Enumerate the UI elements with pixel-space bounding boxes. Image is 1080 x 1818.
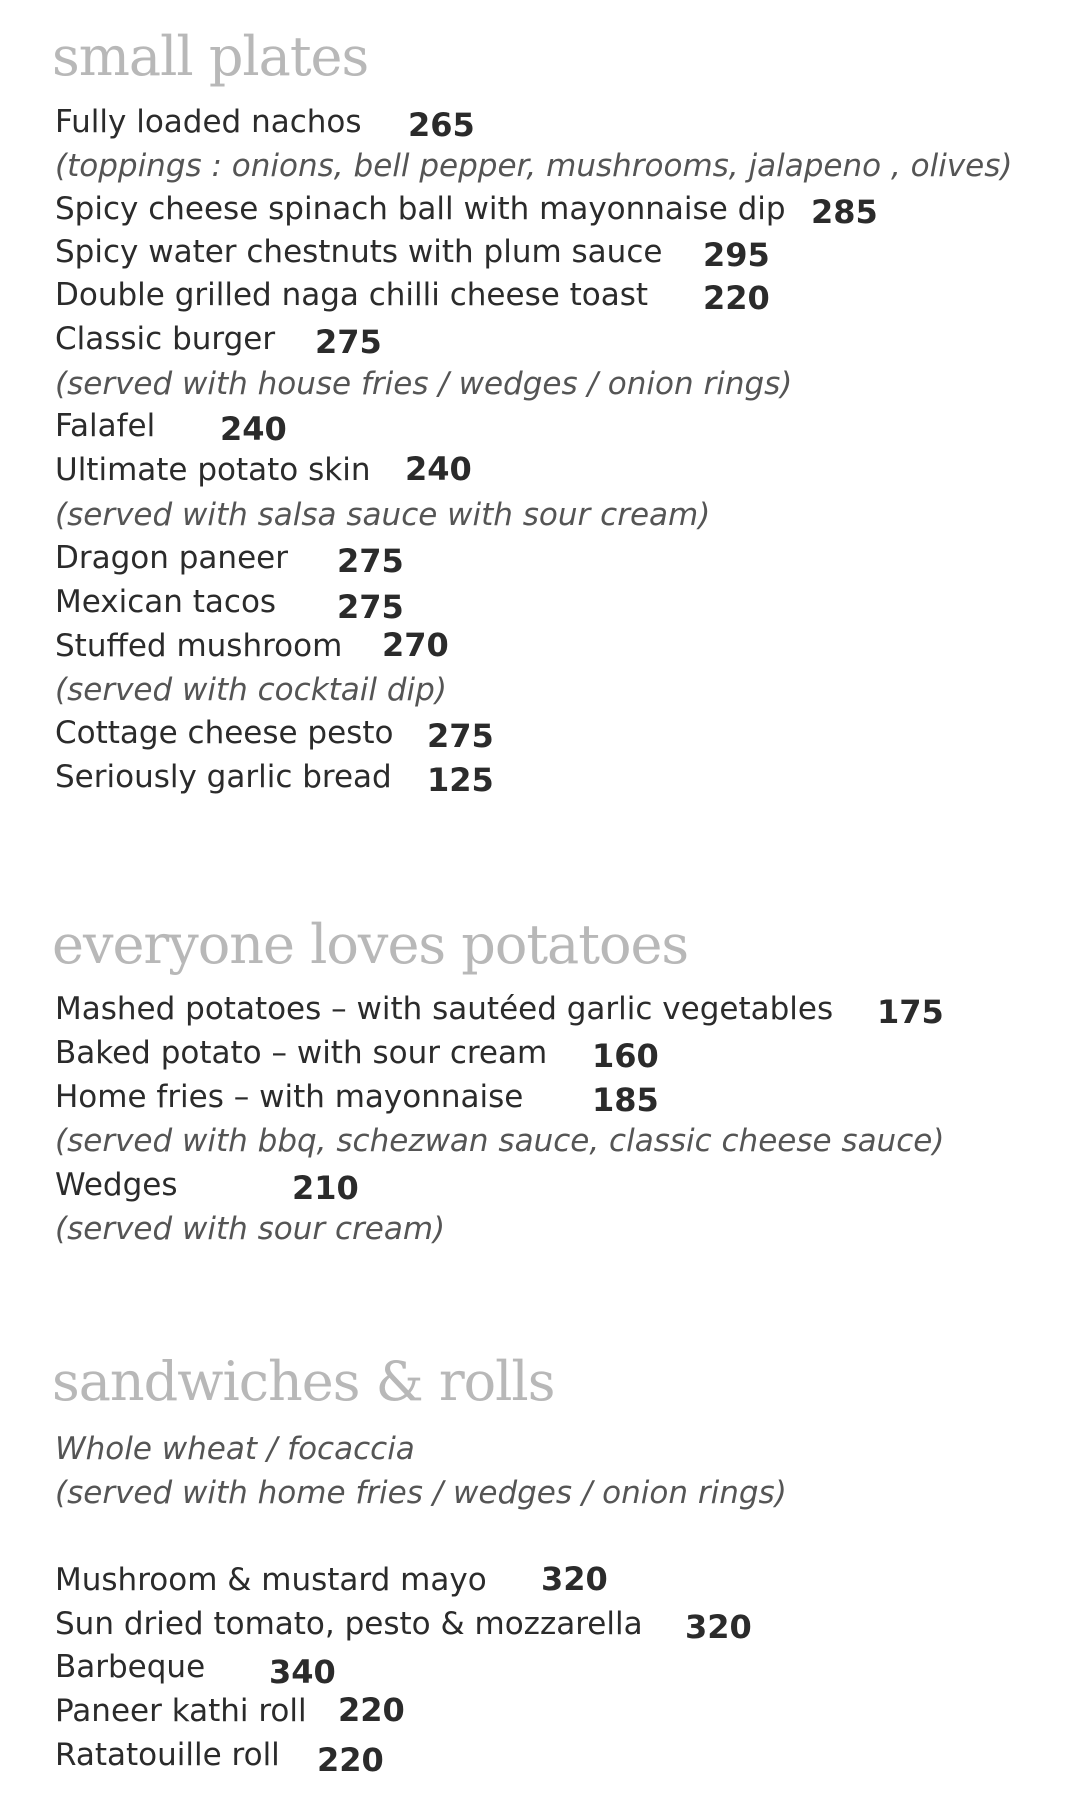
item-name: Falafel: [55, 408, 156, 444]
section-title-everyone-loves-potatoes: everyone loves potatoes: [52, 913, 689, 976]
section-intro-note: (served with home fries / wedges / onion rings): [55, 1475, 787, 1511]
item-price: 295: [703, 236, 770, 274]
item-name: Mushroom & mustard mayo: [55, 1562, 487, 1598]
item-price: 240: [220, 410, 287, 448]
item-name: Spicy cheese spinach ball with mayonnaise dip: [55, 191, 786, 227]
item-price: 185: [592, 1081, 659, 1119]
item-price: 275: [427, 717, 494, 755]
item-note: (served with sour cream): [55, 1211, 446, 1247]
item-name: Cottage cheese pesto: [55, 715, 394, 751]
item-price: 275: [315, 323, 382, 361]
item-name: Double grilled naga chilli cheese toast: [55, 277, 649, 313]
item-price: 275: [337, 542, 404, 580]
item-price: 220: [317, 1741, 384, 1779]
item-price: 175: [877, 993, 944, 1031]
item-price: 240: [405, 450, 472, 488]
item-name: Mexican tacos: [55, 584, 277, 620]
item-note: (toppings : onions, bell pepper, mushrooms, jalapeno , olives): [55, 148, 1013, 184]
item-name: Ratatouille roll: [55, 1737, 280, 1773]
item-price: 275: [337, 588, 404, 626]
section-intro: Whole wheat / focaccia: [55, 1431, 415, 1467]
item-note: (served with house fries / wedges / onion rings): [55, 366, 793, 402]
item-price: 285: [811, 193, 878, 231]
item-price: 160: [592, 1037, 659, 1075]
item-note: (served with salsa sauce with sour cream): [55, 497, 711, 533]
item-price: 265: [408, 106, 475, 144]
item-name: Fully loaded nachos: [55, 104, 362, 140]
item-name: Classic burger: [55, 321, 276, 357]
section-title-sandwiches-rolls: sandwiches & rolls: [52, 1350, 555, 1413]
item-name: Spicy water chestnuts with plum sauce: [55, 234, 663, 270]
item-name: Home fries – with mayonnaise: [55, 1079, 524, 1115]
item-price: 270: [382, 626, 449, 664]
item-name: Barbeque: [55, 1649, 206, 1685]
item-price: 320: [541, 1560, 608, 1598]
section-title-small-plates: small plates: [52, 25, 369, 88]
item-price: 320: [685, 1608, 752, 1646]
item-name: Stuffed mushroom: [55, 628, 343, 664]
item-price: 220: [703, 279, 770, 317]
item-name: Wedges: [55, 1167, 178, 1203]
item-note: (served with bbq, schezwan sauce, classic cheese sauce): [55, 1123, 945, 1159]
item-price: 210: [292, 1169, 359, 1207]
item-name: Sun dried tomato, pesto & mozzarella: [55, 1606, 643, 1642]
item-note: (served with cocktail dip): [55, 672, 447, 708]
item-name: Ultimate potato skin: [55, 452, 371, 488]
item-name: Baked potato – with sour cream: [55, 1035, 548, 1071]
item-price: 220: [338, 1691, 405, 1729]
item-name: Mashed potatoes – with sautéed garlic vegetables: [55, 991, 834, 1027]
item-name: Dragon paneer: [55, 540, 288, 576]
item-price: 340: [269, 1653, 336, 1691]
item-name: Seriously garlic bread: [55, 759, 392, 795]
item-price: 125: [427, 761, 494, 799]
item-name: Paneer kathi roll: [55, 1693, 307, 1729]
